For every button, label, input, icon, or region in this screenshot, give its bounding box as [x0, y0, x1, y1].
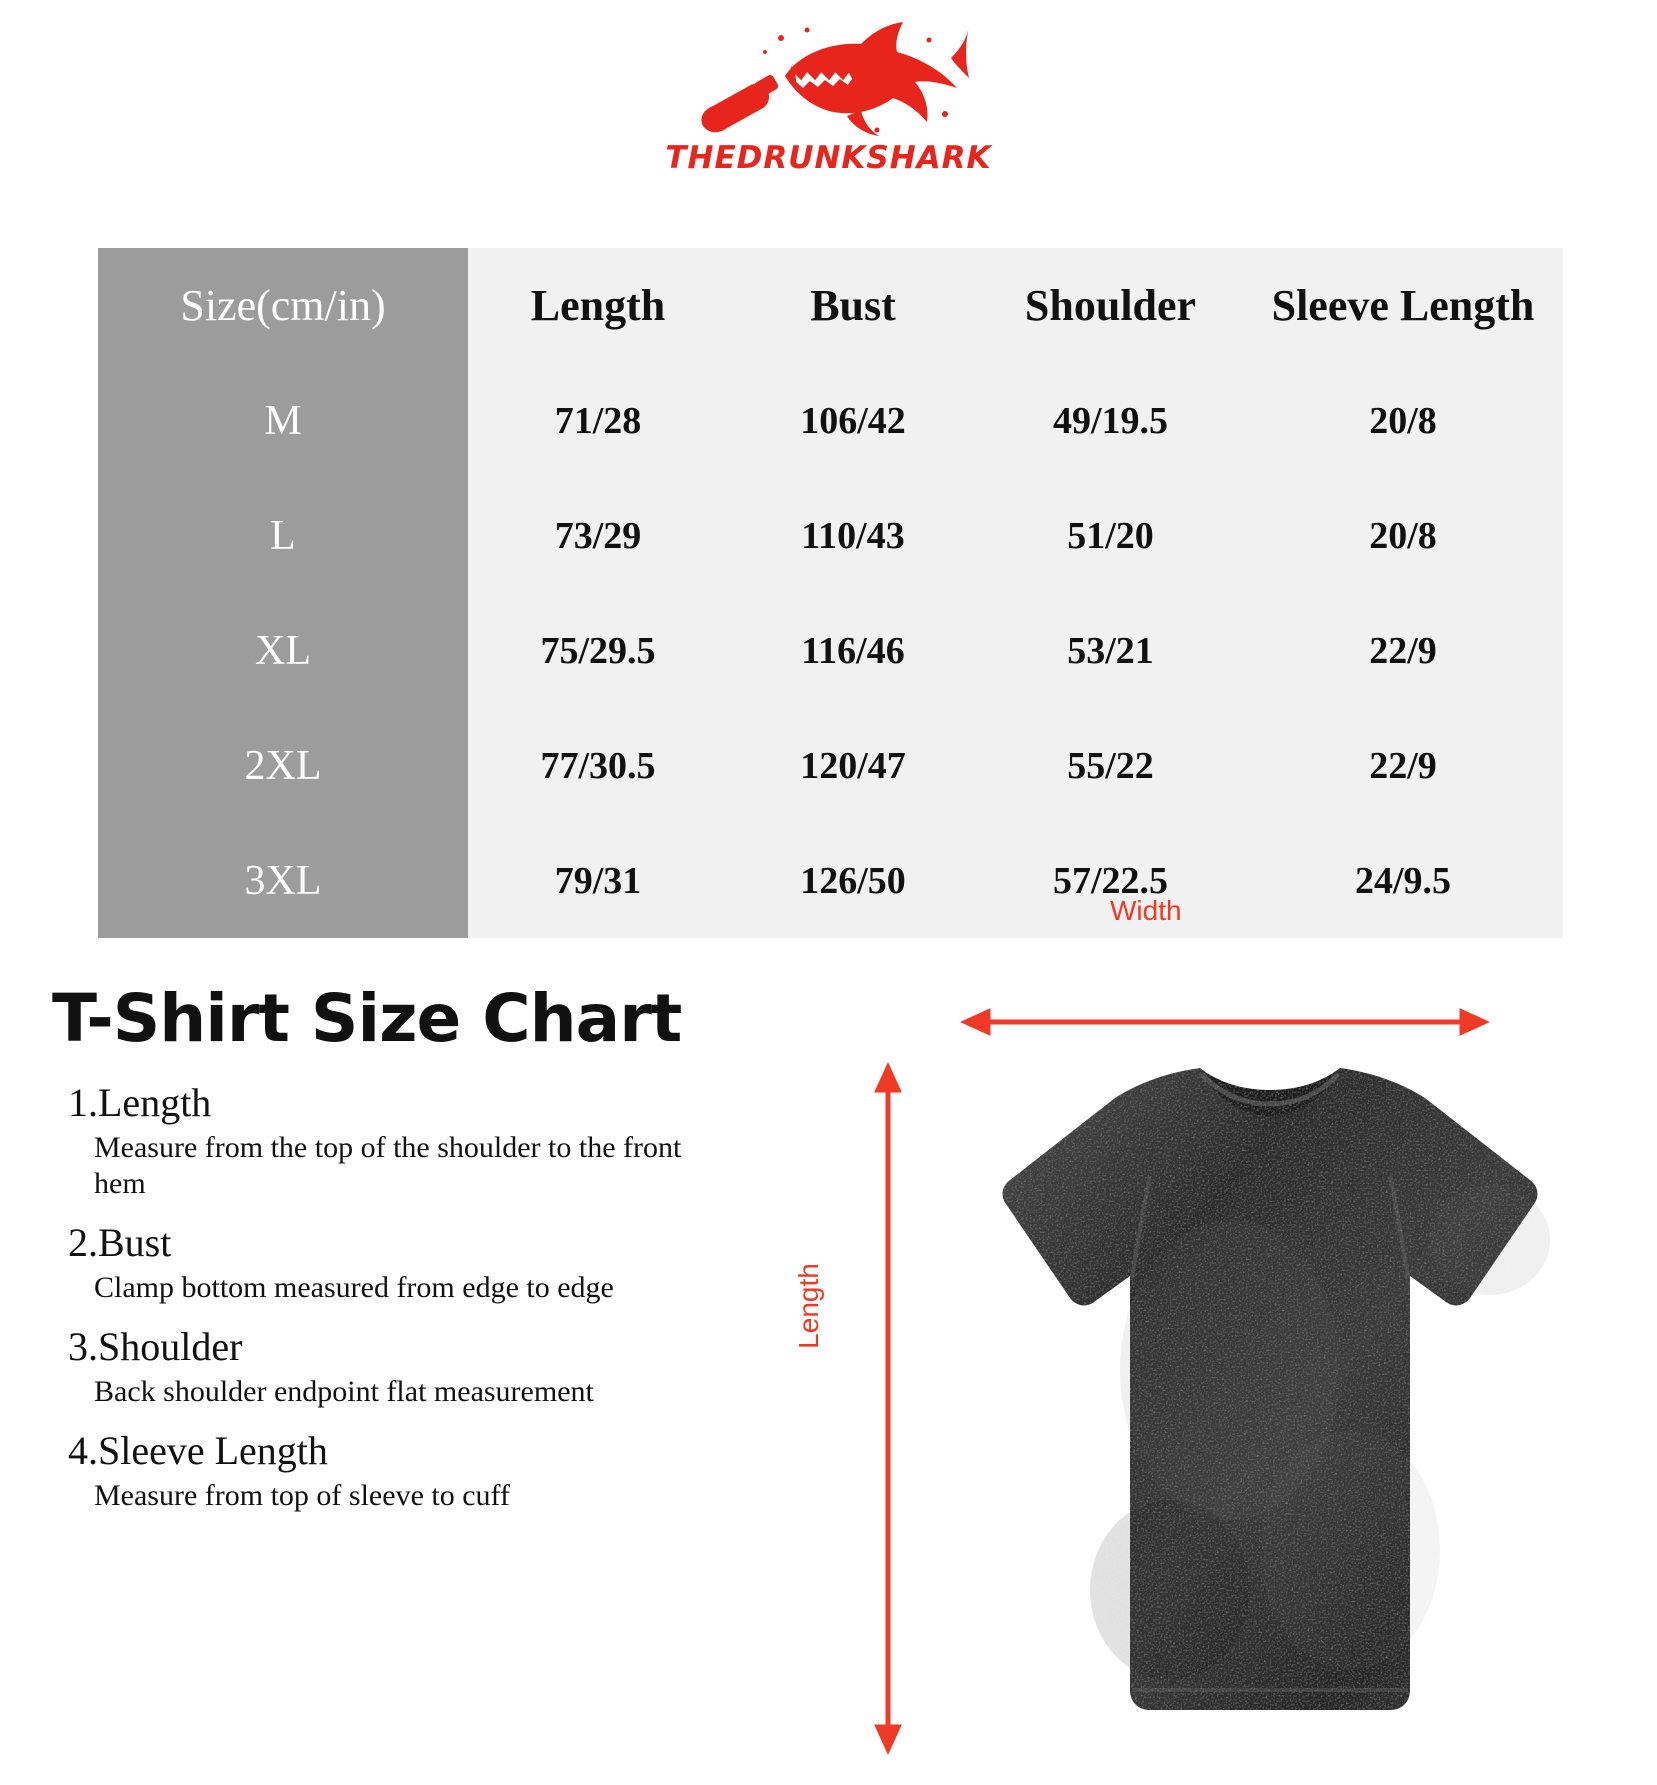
table-row: [468, 708, 1563, 823]
width-arrow: [966, 1012, 1484, 1032]
measurement-columns: [468, 248, 1563, 938]
cell-sleeve: 20/8: [1369, 514, 1437, 557]
cell-length: 71/28: [554, 399, 642, 442]
width-label: Width: [1110, 895, 1182, 926]
measurement-guide: [0, 895, 1657, 1785]
cell-bust: 126/50: [800, 859, 906, 902]
instruction-head: 1.Length: [68, 1080, 212, 1125]
table-header-length: Length: [530, 281, 666, 330]
instruction-body: Back shoulder endpoint flat measurement: [94, 1375, 594, 1408]
table-header-size: Size(cm/in): [180, 281, 386, 330]
table-row: [468, 823, 1563, 938]
shark-with-bottle-icon: [689, 18, 969, 146]
table-row: [468, 593, 1563, 708]
cell-length: 77/30.5: [540, 744, 656, 787]
cell-length: 73/29: [554, 514, 642, 557]
instruction-body: Clamp bottom measured from edge to edge: [94, 1271, 614, 1304]
cell-sleeve: 22/9: [1369, 629, 1437, 672]
cell-bust: 120/47: [800, 744, 906, 787]
instruction-body: Measure from top of sleeve to cuff: [94, 1479, 510, 1512]
cell-length: 75/29.5: [540, 629, 656, 672]
cell-shoulder: 49/19.5: [1052, 399, 1169, 442]
page-title: T-Shirt Size Chart: [52, 980, 682, 1057]
list-item: [68, 1324, 808, 1410]
table-header-sleeve: Sleeve Length: [1271, 281, 1535, 330]
cell-shoulder: 51/20: [1067, 514, 1154, 557]
brand-logo: [0, 18, 1657, 198]
cell-shoulder: 57/22.5: [1052, 859, 1169, 902]
instruction-head: 4.Sleeve Length: [68, 1428, 328, 1473]
table-header-row: [468, 248, 1563, 363]
size-cell-l: L: [270, 512, 296, 559]
size-cell-3xl: 3XL: [244, 857, 322, 904]
table-row: [468, 478, 1563, 593]
size-cell-xl: XL: [255, 627, 311, 674]
length-arrow: [878, 1068, 898, 1749]
table-header-bust: Bust: [810, 281, 896, 330]
list-item: [68, 1220, 808, 1306]
list-item: [68, 1080, 808, 1202]
brand-name: THEDRUNKSHARK: [665, 140, 992, 176]
tshirt-illustration: [870, 990, 1590, 1780]
size-cell-m: M: [264, 397, 302, 444]
cell-bust: 110/43: [801, 514, 905, 557]
instruction-head: 2.Bust: [68, 1220, 172, 1265]
cell-shoulder: 55/22: [1067, 744, 1154, 787]
cell-bust: 106/42: [800, 399, 906, 442]
instruction-list: [68, 1080, 808, 1532]
table-header-shoulder: Shoulder: [1024, 281, 1197, 330]
tshirt-diagram: [792, 895, 1650, 1785]
list-item: [68, 1428, 808, 1514]
table-row: [468, 363, 1563, 478]
instruction-head: 3.Shoulder: [68, 1324, 243, 1369]
length-label: Length: [792, 1263, 824, 1349]
cell-shoulder: 53/21: [1067, 629, 1154, 672]
size-table: [98, 248, 1563, 938]
cell-sleeve: 24/9.5: [1354, 859, 1452, 902]
cell-bust: 116/46: [801, 629, 905, 672]
instruction-body: Measure from the top of the shoulder to the front hem: [94, 1131, 682, 1200]
cell-sleeve: 22/9: [1369, 744, 1437, 787]
cell-length: 79/31: [554, 859, 642, 902]
size-cell-2xl: 2XL: [244, 742, 322, 789]
cell-sleeve: 20/8: [1369, 399, 1437, 442]
size-column: [98, 248, 468, 938]
